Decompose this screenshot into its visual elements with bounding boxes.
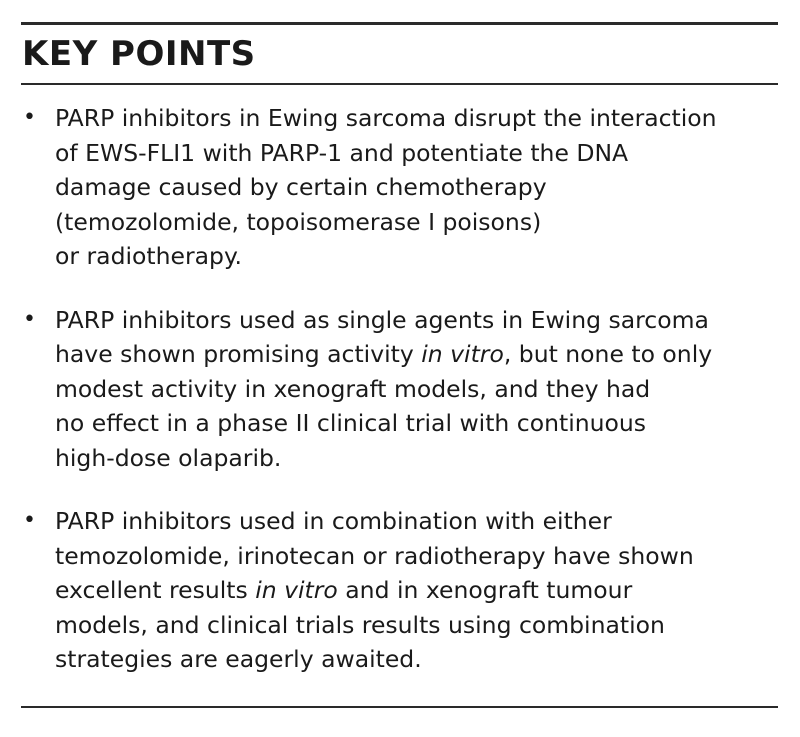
line: strategies are eagerly awaited. xyxy=(55,645,422,673)
heading-divider xyxy=(21,83,778,85)
key-point-3 xyxy=(22,504,782,677)
line: modest activity in xenograft models, and they had xyxy=(55,374,651,403)
key-points-heading: KEY POINTS xyxy=(22,34,256,74)
bullet-icon: • xyxy=(23,105,36,130)
line: (temozolomide, topoisomerase I poisons) xyxy=(55,207,542,236)
line: models, and clinical trials results using combination xyxy=(55,610,665,639)
bullet-icon: • xyxy=(23,508,36,533)
line: damage caused by certain chemotherapy xyxy=(55,173,547,201)
key-points-list xyxy=(22,101,782,677)
line: excellent results xyxy=(55,576,256,604)
line: of EWS-FLI1 with PARP-1 and potentiate the DNA xyxy=(55,138,629,167)
line: high-dose olaparib. xyxy=(55,443,282,472)
bottom-rule xyxy=(21,706,778,708)
key-point-1 xyxy=(22,101,782,274)
line: temozolomide, irinotecan or radiotherapy have shown xyxy=(55,541,694,570)
line: , but none to only xyxy=(503,340,713,368)
bullet-icon: • xyxy=(23,306,36,332)
line: PARP inhibitors in Ewing sarcoma disrupt the interaction xyxy=(55,104,717,132)
top-rule xyxy=(21,22,778,25)
italic-term: in vitro xyxy=(255,576,338,604)
line: PARP inhibitors used in combination with either xyxy=(55,507,612,535)
line: PARP inhibitors used as single agents in Ewing sarcoma xyxy=(55,305,709,334)
italic-term: in vitro xyxy=(421,340,504,368)
line: and in xenograft tumour xyxy=(337,576,633,604)
key-point-2 xyxy=(22,303,782,476)
line: no effect in a phase II clinical trial with continuous xyxy=(55,409,647,437)
line: or radiotherapy. xyxy=(55,242,242,270)
line: have shown promising activity xyxy=(55,340,422,368)
